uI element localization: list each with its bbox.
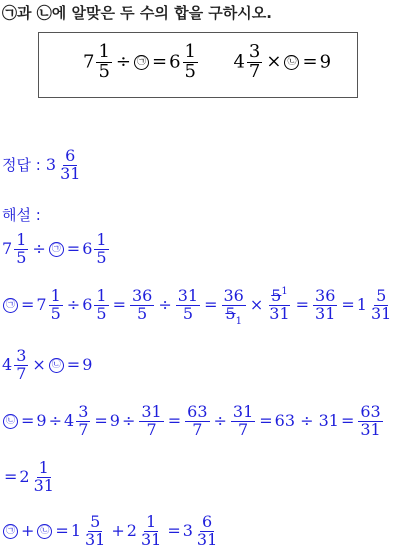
explanation-step-1: 7 $\frac{1}{5}$ ÷ ㉠ = 6 $\frac{1}{5}$ (2, 230, 107, 267)
fraction: $\frac{1}{5}$ (184, 41, 196, 82)
circled-nieun-symbol: ㉡ (36, 4, 52, 22)
cancelled-digit: 5 (225, 303, 236, 323)
circled-giyeok-symbol: ㉠ (49, 242, 64, 257)
circled-nieun-symbol: ㉡ (3, 414, 18, 429)
problem-equations: 7 $\frac{1}{5}$ ÷ ㉠ = 6 $\frac{1}{5}$ 4 $\frac{3}{7}$ × ㉡ = 9 (83, 41, 332, 82)
fraction: $\frac{31}{5}$ (177, 286, 199, 323)
circled-giyeok-symbol: ㉠ (2, 4, 18, 22)
fraction: $\frac{3}{7}$ (78, 402, 89, 439)
circled-nieun-symbol: ㉡ (284, 55, 299, 70)
fraction: $\frac{5}{31}$ (370, 286, 392, 323)
explanation-label: 해설 : (2, 206, 41, 224)
explanation-step-4: ㉡ = 9 ÷ 4 $\frac{3}{7}$ = 9 ÷ $\frac{31}{7}$ = $\frac{63}{7}$ ÷ $\frac{31}{7}$ = 63 ÷ 31 = $\frac{63}{31}$ (2, 404, 385, 439)
fraction: $\frac{5}{31}$ (85, 512, 106, 549)
circled-nieun-symbol: ㉡ (37, 524, 52, 539)
circled-giyeok-symbol: ㉠ (134, 55, 149, 70)
circled-nieun-symbol: ㉡ (49, 358, 64, 373)
fraction: $\frac{31}{7}$ (141, 402, 162, 439)
explanation-step-2: ㉠ = 7 $\frac{1}{5}$ ÷ 6 $\frac{1}{5}$ = $\frac{36}{5}$ ÷ $\frac{31}{5}$ = $\frac{36}{5_1}$ × $\frac{5^1}{31}$ = $\frac{36}{31}$ = 1 $\frac{5}{31}$ (2, 288, 395, 323)
circled-giyeok-symbol: ㉠ (3, 524, 18, 539)
circled-giyeok-symbol: ㉠ (3, 298, 18, 313)
cancelled-digit: 5 (271, 286, 282, 305)
fraction: $\frac{36}{31}$ (315, 286, 336, 323)
fraction: $\frac{31}{7}$ (232, 402, 254, 439)
answer-row: 정답 : 3 $\frac{6}{31}$ (2, 146, 81, 183)
explanation-step-3: 4 $\frac{3}{7}$ × ㉡ = 9 (2, 346, 93, 383)
fraction: $\frac{1}{5}$ (96, 230, 107, 267)
fraction: $\frac{63}{7}$ (187, 402, 208, 439)
fraction: $\frac{1}{5}$ (16, 230, 27, 267)
fraction: $\frac{36}{5}$ (131, 286, 153, 323)
fraction: $\frac{36}{5_1}$ (223, 286, 244, 327)
explanation-step-5: = 2 $\frac{1}{31}$ (4, 458, 54, 495)
fraction: $\frac{6}{31}$ (60, 146, 81, 183)
problem-box (38, 32, 358, 98)
question-text: ㉠과 ㉡에 알맞은 두 수의 합을 구하시오. (2, 4, 272, 22)
fraction: $\frac{3}{7}$ (16, 346, 27, 383)
fraction: $\frac{1}{5}$ (50, 286, 61, 323)
fraction: $\frac{1}{31}$ (33, 458, 54, 495)
fraction: $\frac{63}{31}$ (360, 402, 381, 439)
fraction: $\frac{1}{5}$ (96, 286, 107, 323)
fraction: $\frac{3}{7}$ (248, 41, 261, 82)
explanation-step-6: ㉠ + ㉡ = 1 $\frac{5}{31}$ + 2 $\frac{1}{31}$ = 3 $\frac{6}{31}$ (2, 514, 221, 549)
fraction: $\frac{1}{5}$ (98, 41, 110, 82)
fraction: $\frac{6}{31}$ (196, 512, 218, 549)
fraction: $\frac{5^1}{31}$ (269, 286, 290, 323)
fraction: $\frac{1}{31}$ (140, 512, 162, 549)
answer-label: 정답 : (2, 155, 41, 174)
